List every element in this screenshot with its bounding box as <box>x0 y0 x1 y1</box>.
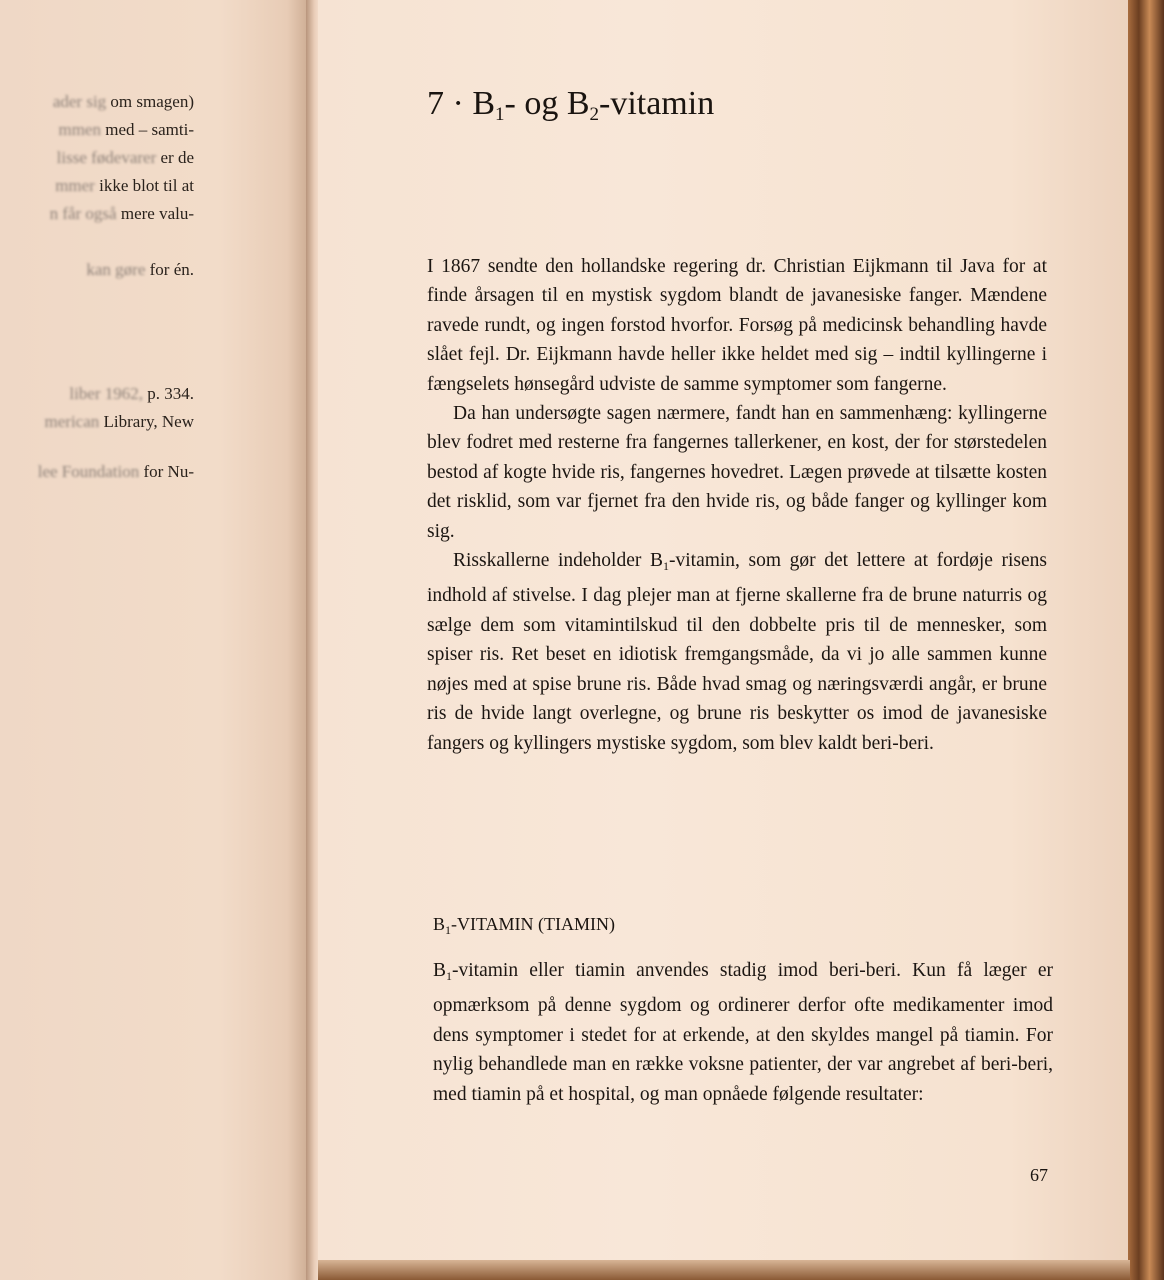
section-paragraph: $B_1$-vitamin eller tiamin anvendes stadig imod beri-beri. Kun få læger er opmærksom på denne sygdom og ordinerer derfor ofte medikamenter imod dens symptomer i stedet for at erkende, at den skyldes mangel på tiamin. For nylig behandlede man en række voksne patienter, der var angrebet af beri-beri, med tiamin på et hospital, og man opnåede følgende resultater: <box>433 960 1053 1105</box>
intro-text <box>427 252 1047 758</box>
left-text-line: liber 1962, p. 334. <box>69 384 194 403</box>
bottom-edge <box>318 1260 1130 1280</box>
page-number: 67 <box>1030 1165 1048 1185</box>
left-text-line: n får også mere valu- <box>49 204 194 223</box>
left-page <box>0 0 312 1280</box>
left-text-line: merican Library, New <box>44 412 194 431</box>
chapter-title: $7 \cdot B_1-$ og $B_2$-vitamin <box>427 85 715 125</box>
left-text-line: mmen med – samti- <box>58 120 194 139</box>
section-text <box>433 956 1053 1109</box>
left-text-line: ader sig om smagen) <box>52 92 194 111</box>
page-edge <box>1128 0 1164 1280</box>
left-text-line: mmer ikke blot til at <box>55 176 194 195</box>
left-text-line: lee Foundation for Nu- <box>37 462 194 481</box>
left-text-line: lisse fødevarer er de <box>56 148 194 167</box>
left-text-line: kan gøre for én. <box>86 260 194 279</box>
section-heading: $B_1$-VITAMIN (TIAMIN) <box>433 914 616 937</box>
paragraph-2: Da han undersøgte sagen nærmere, fandt han en sammenhæng: kyllingerne blev fodret med resterne fra fangernes tallerkener, en kost, der for størstedelen bestod af kogte hvide ris, fangernes hovedret. Lægen prøvede at tilsætte kosten det risklid, som var fjernet fra den hvide ris, og både fanger og kyllinger kom sig. <box>427 403 1047 542</box>
paragraph-3: Risskallerne indeholder $B_1$-vitamin, som gør det lettere at fordøje risens indhold af stivelse. I dag plejer man at fjerne skallerne fra de brune naturris og sælge dem som vitamintilskud til den dobbelte pris til de mennesker, som spiser ris. Ret beset en idiotisk fremgangsmåde, da vi jo alle sammen kunne nøjes med at spise brune ris. Både hvad smag og næringsværdi angår, er brune ris de hvide langt overlegne, og brune ris beskytter os imod de javanesiske fangers og kyllingers mystiske sygdom, som blev kaldt beri-beri. <box>427 550 1047 754</box>
paragraph-1: I 1867 sendte den hollandske regering dr. Christian Eijkmann til Java for at finde årsagen til en mystisk sygdom blandt de javanesiske fanger. Mændene ravede rundt, og ingen forstod hvorfor. Forsøg på medicinsk behandling havde slået fejl. Dr. Eijkmann havde heller ikke heldet med sig – indtil kyllingerne i fængselets hønsegård udviste de samme symptomer som fangerne. <box>427 256 1047 395</box>
